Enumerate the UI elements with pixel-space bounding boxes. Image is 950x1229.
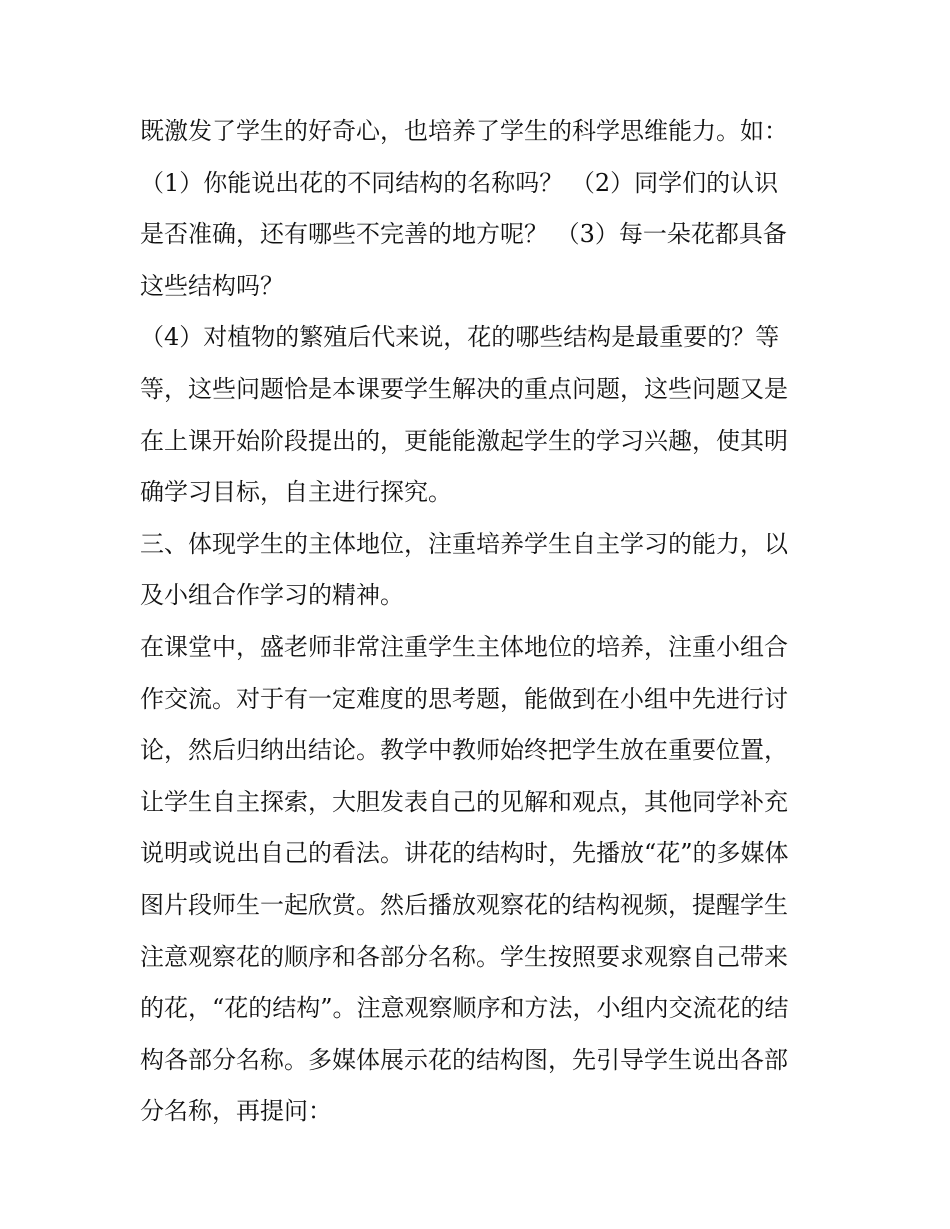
text-line: 构各部分名称。多媒体展示花的结构图，先引导学生说出各部 bbox=[140, 1045, 788, 1074]
text-line: 确学习目标，自主进行探究。 bbox=[140, 478, 452, 507]
text-line: 既激发了学生的好奇心，也培养了学生的科学思维能力。如： bbox=[140, 117, 788, 145]
section-heading-line: 三、体现学生的主体地位，注重培养学生自主学习的能力，以 bbox=[140, 529, 788, 558]
text-line: 分名称，再提问： bbox=[140, 1097, 332, 1126]
text-line: 作交流。对于有一定难度的思考题，能做到在小组中先进行讨 bbox=[140, 684, 788, 713]
text-line: 论，然后归纳出结论。教学中教师始终把学生放在重要位置， bbox=[140, 736, 788, 765]
text-line: （4）对植物的繁殖后代来说，花的哪些结构是最重要的？等 bbox=[140, 323, 780, 352]
text-line: 是否准确，还有哪些不完善的地方呢？ （3）每一朵花都具备 bbox=[140, 220, 787, 249]
document-body bbox=[140, 106, 820, 1138]
section-heading-line: 及小组合作学习的精神。 bbox=[140, 581, 404, 610]
text-line: 这些结构吗？ bbox=[140, 271, 284, 300]
text-line: 说明或说出自己的看法。讲花的结构时，先播放“花”的多媒体 bbox=[140, 839, 789, 868]
text-line: 让学生自主探索，大胆发表自己的见解和观点，其他同学补充 bbox=[140, 787, 788, 816]
text-line: 的花，“花的结构”。注意观察顺序和方法，小组内交流花的结 bbox=[140, 994, 789, 1023]
text-line: 注意观察花的顺序和各部分名称。学生按照要求观察自己带来 bbox=[140, 942, 788, 971]
text-line: 在课堂中，盛老师非常注重学生主体地位的培养，注重小组合 bbox=[140, 632, 788, 661]
text-line: 图片段师生一起欣赏。然后播放观察花的结构视频，提醒学生 bbox=[140, 890, 788, 919]
text-line: （1）你能说出花的不同结构的名称吗？ （2）同学们的认识 bbox=[140, 168, 779, 197]
text-line: 等，这些问题恰是本课要学生解决的重点问题，这些问题又是 bbox=[140, 374, 788, 403]
text-line: 在上课开始阶段提出的，更能能激起学生的学习兴趣，使其明 bbox=[140, 426, 788, 455]
